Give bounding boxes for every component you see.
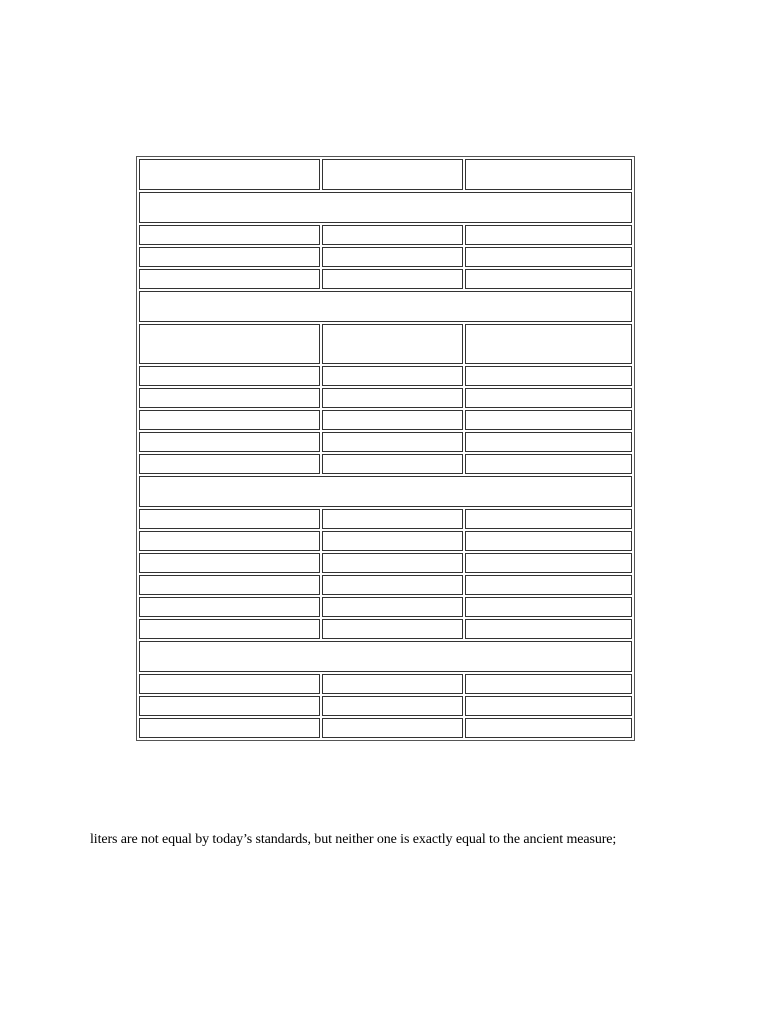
table-row (139, 225, 632, 245)
table-cell (139, 432, 320, 452)
table-cell (465, 366, 632, 386)
table-cell (465, 674, 632, 694)
table-cell (465, 159, 632, 190)
table-cell (465, 696, 632, 716)
section-cell (139, 641, 632, 672)
table-row (139, 531, 632, 551)
table-cell (322, 454, 463, 474)
table-row (139, 619, 632, 639)
table-cell (322, 553, 463, 573)
table-row (139, 553, 632, 573)
table-cell (139, 674, 320, 694)
table-row (139, 454, 632, 474)
table-cell (322, 718, 463, 738)
table-row (139, 718, 632, 738)
table-row (139, 410, 632, 430)
table-cell (322, 269, 463, 289)
table-section-row (139, 192, 632, 223)
section-cell (139, 192, 632, 223)
table-cell (139, 247, 320, 267)
table-row (139, 388, 632, 408)
table-cell (465, 432, 632, 452)
table-cell (139, 718, 320, 738)
table-cell (465, 597, 632, 617)
table-row (139, 269, 632, 289)
table-cell (465, 553, 632, 573)
table-cell (139, 366, 320, 386)
table-cell (139, 269, 320, 289)
table-row (139, 247, 632, 267)
table-cell (465, 454, 632, 474)
table-cell (139, 225, 320, 245)
table-cell (465, 619, 632, 639)
table-cell (139, 159, 320, 190)
table-row (139, 696, 632, 716)
table-cell (139, 531, 320, 551)
table-cell (322, 531, 463, 551)
table-cell (322, 388, 463, 408)
table-row (139, 366, 632, 386)
footnote-text: liters are not equal by today’s standards, but neither one is exactly equal to the ancient measure; (90, 832, 617, 847)
table-cell (465, 575, 632, 595)
table-cell (465, 509, 632, 529)
table-cell (139, 388, 320, 408)
table-cell (139, 619, 320, 639)
table-cell (322, 575, 463, 595)
table-cell (139, 597, 320, 617)
table-cell (139, 509, 320, 529)
table-row (139, 674, 632, 694)
table-cell (322, 432, 463, 452)
table-cell (322, 509, 463, 529)
table-section-row (139, 476, 632, 507)
table-cell (139, 575, 320, 595)
table-section-row (139, 641, 632, 672)
section-cell (139, 291, 632, 322)
table-row (139, 432, 632, 452)
table-cell (322, 159, 463, 190)
table-cell (465, 269, 632, 289)
table-cell (322, 619, 463, 639)
table-row (139, 509, 632, 529)
measures-table (136, 156, 635, 741)
table-cell (322, 410, 463, 430)
table-row (139, 597, 632, 617)
section-cell (139, 476, 632, 507)
table-section-row (139, 291, 632, 322)
measures-table-body (139, 159, 632, 738)
table-row (139, 324, 632, 364)
table-cell (465, 247, 632, 267)
table-cell (465, 718, 632, 738)
table-cell (322, 674, 463, 694)
table-cell (139, 324, 320, 364)
table-cell (139, 696, 320, 716)
table-cell (322, 247, 463, 267)
table-header-row (139, 159, 632, 190)
table-cell (322, 225, 463, 245)
table-cell (465, 324, 632, 364)
table-cell (465, 531, 632, 551)
table-cell (322, 366, 463, 386)
table-cell (139, 553, 320, 573)
table-row (139, 575, 632, 595)
table-cell (465, 225, 632, 245)
table-cell (322, 597, 463, 617)
table-cell (139, 410, 320, 430)
table-cell (465, 410, 632, 430)
table-cell (322, 324, 463, 364)
table-cell (139, 454, 320, 474)
table-cell (322, 696, 463, 716)
table-cell (465, 388, 632, 408)
